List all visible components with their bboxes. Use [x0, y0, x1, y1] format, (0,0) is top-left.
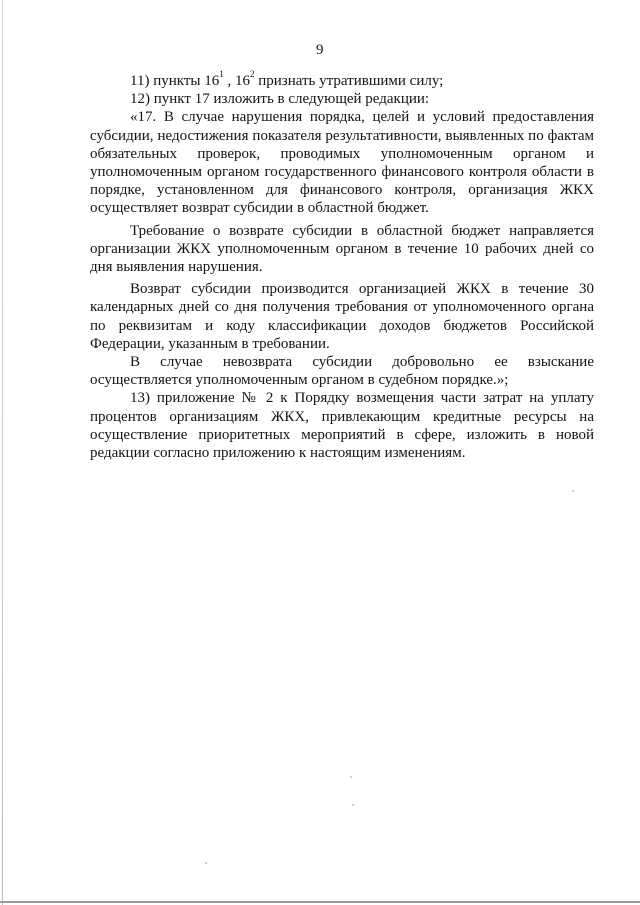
document-body: [90, 69, 594, 462]
scan-edge-left: [2, 0, 3, 905]
item-11-sup2: 2: [249, 69, 255, 79]
item-11-prefix: 11) пункты 16: [130, 73, 220, 89]
paragraph-return: Возврат субсидии производится организацией ЖКХ в течение 30 календарных дней со дня получения требования от уполномоченного органа по реквизитам и коду классификации доходов бюджетов Российской Федерации, указанным в требовании.: [90, 281, 594, 352]
item-12: 12) пункт 17 изложить в следующей редакции:: [130, 91, 430, 108]
paragraph-17: «17. В случае нарушения порядка, целей и условий предоставления субсидии, недостижения показателя результативности, выявленных по фактам обязательных проверок, проводимых уполномоченным органом и уполномоченным органом государственного финансового контроля области в порядке, установленном для финансового контроля, организация ЖКХ осуществляет возврат субсидии в областной бюджет.: [90, 109, 594, 217]
paragraph-requirement: Требование о возврате субсидии в областной бюджет направляется организации ЖКХ уполномоченным органом в течение 10 рабочих дней со дня выявления нарушения.: [90, 222, 594, 276]
paragraph-court: В случае невозврата субсидии добровольно ее взыскание осуществляется уполномоченным органом в судебном порядке.»;: [90, 354, 594, 389]
item-11-suffix: признать утратившими силу;: [254, 73, 444, 89]
scan-speck: [205, 862, 207, 864]
scan-speck: [350, 776, 352, 778]
page-number: 9: [316, 42, 324, 58]
item-11-sup1: 1: [219, 69, 224, 79]
scan-speck: [352, 804, 354, 806]
item-11: [90, 69, 594, 90]
scan-edge-bottom: [0, 901, 640, 903]
scan-speck: [572, 490, 574, 492]
item-13: 13) приложение № 2 к Порядку возмещения части затрат на уплату процентов организациям ЖКХ, привлекающим кредитные ресурсы на осуществление приоритетных мероприятий в сфере, изложить в новой редакции согласно приложению к настоящим изменениям.: [90, 390, 594, 462]
item-11-middle: , 16: [223, 73, 250, 89]
